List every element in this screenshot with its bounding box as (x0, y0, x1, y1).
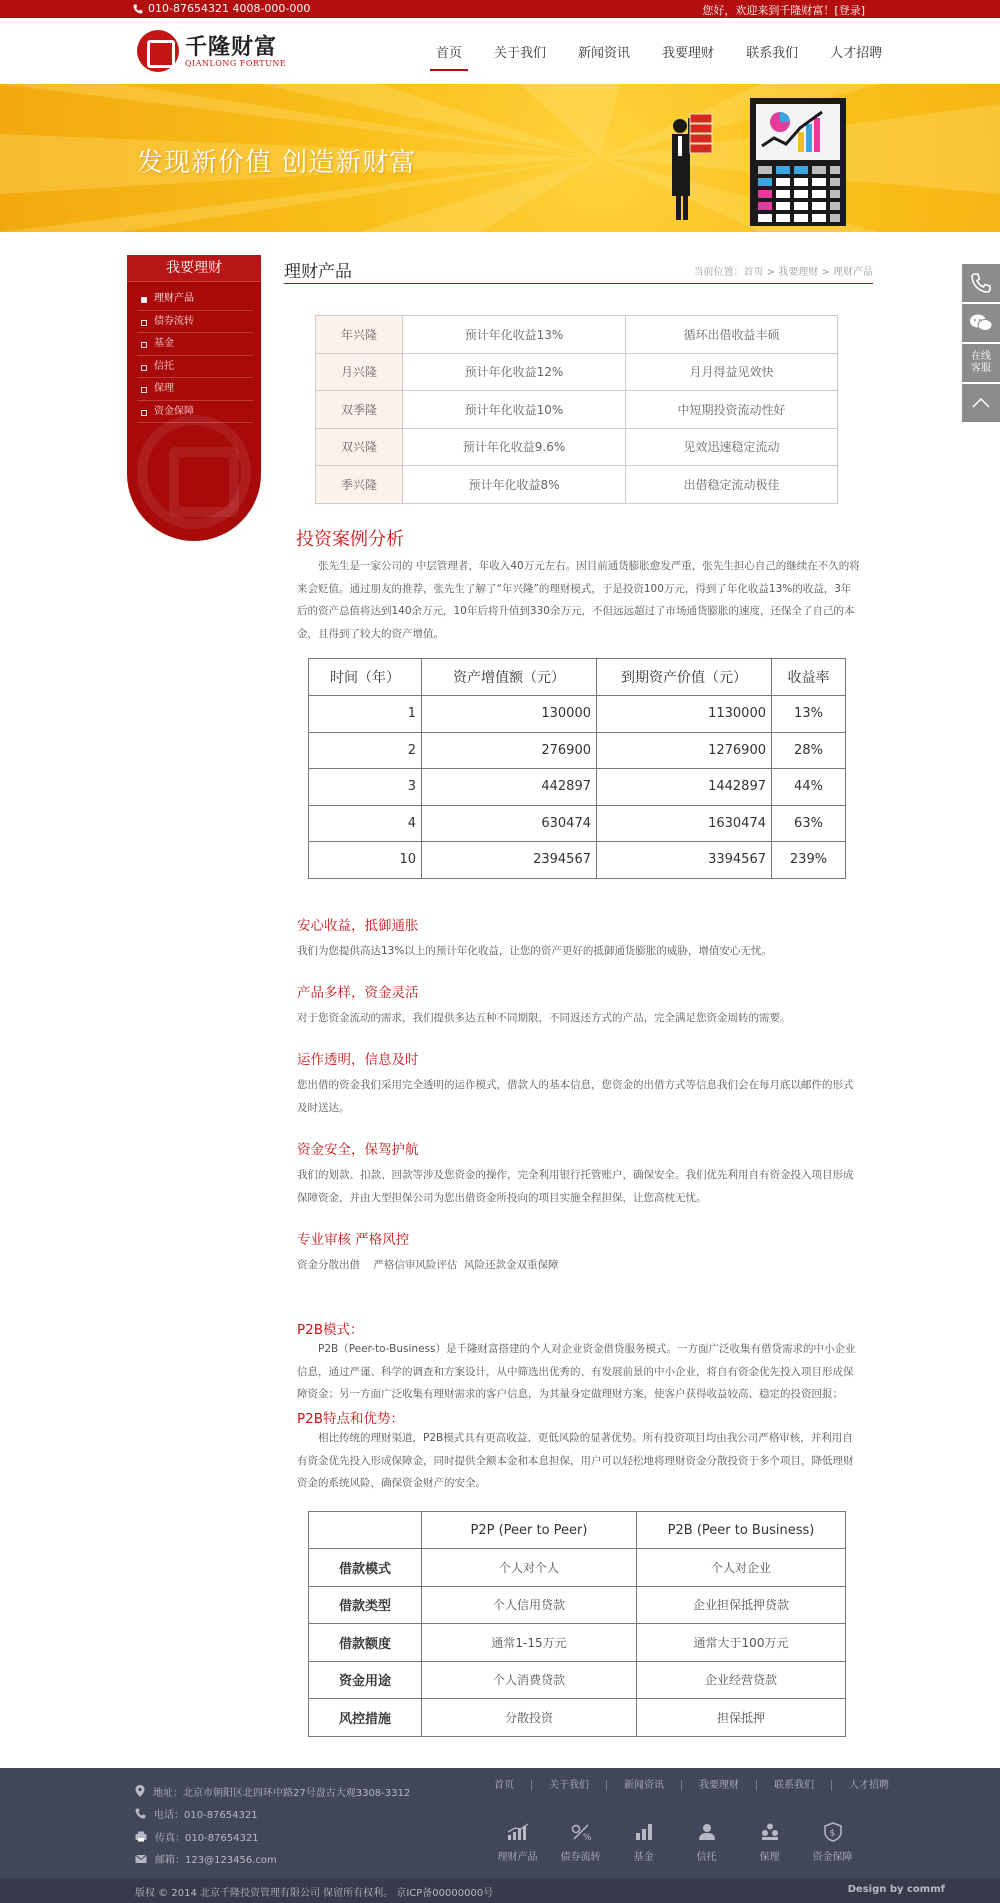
product-feature: 出借稳定流动极佳 (626, 466, 838, 504)
table-header-row (309, 1512, 846, 1549)
cmp-row-label: 风控措施 (309, 1699, 422, 1737)
people-icon (697, 1823, 717, 1841)
topbar-welcome (702, 2, 865, 18)
footer-link-label: 债券流转 (560, 1852, 601, 1863)
feature-block (297, 981, 857, 1030)
feature-block (297, 1048, 857, 1119)
footer-link-label: 理财产品 (497, 1852, 538, 1863)
product-name: 双兴隆 (316, 428, 403, 466)
location-icon (135, 1785, 145, 1797)
cmp-p2p-cell: 个人对个人 (422, 1549, 637, 1587)
cmp-header-p2p: P2P (Peer to Peer) (422, 1512, 637, 1549)
sidebar-item-factoring[interactable]: 保理 (137, 378, 253, 401)
topbar-phone-text: 010-87654321 4008-000-000 (148, 2, 311, 15)
case-gain: 2394567 (422, 842, 597, 879)
shield-icon (824, 1822, 842, 1842)
case-value: 3394567 (597, 842, 772, 879)
sidebar-item-products[interactable]: 理财产品 (137, 288, 253, 311)
feature-title: 资金安全，保驾护航 (297, 1142, 419, 1158)
cmp-p2b-cell: 担保抵押 (637, 1699, 846, 1737)
feature-title: 运作透明，信息及时 (297, 1052, 419, 1068)
feature-desc: 我们为您提供高达13%以上的预计年化收益，让您的资产更好的抵御通货膨胀的威胁，增值安心无忧。 (297, 945, 772, 957)
table-header-row (309, 659, 846, 696)
cmp-header-empty (309, 1512, 422, 1549)
footer-link-label: 保理 (759, 1852, 780, 1863)
footer-link-products[interactable] (486, 1816, 549, 1863)
footer-nav-home[interactable]: 首页 (482, 1780, 532, 1791)
feature-block (297, 914, 857, 963)
footer-address: 地址：北京市朝阳区北四环中路27号盘古大观3308-3312 (153, 1787, 411, 1799)
table-row (309, 1699, 846, 1737)
chevron-up-icon (971, 397, 991, 409)
p2b-adv-text: 相比传统的理财渠道，P2B模式具有更高收益、更低风险的显著优势。所有投资项目均由我公司严格审核，并利用自有资金优先投入形成保障金，同时提供全额本金和本息担保，用户可以轻松地将理财资金分散投资于多个项目，降低理财资金的系统风险，确保资金财产的安全。 (297, 1432, 854, 1489)
footer-nav-news[interactable]: 新闻资讯 (607, 1780, 682, 1791)
case-rate: 44% (772, 769, 846, 806)
case-gain: 442897 (422, 769, 597, 806)
case-text: 张先生是一家公司的 中层管理者，年收入40万元左右。因目前通货膨胀愈发严重，张先生担心自己的继续在不久的将来会贬值。通过朋友的推荐，张先生了解了“年兴隆”的理财模式，于是投资100万元，得到了年化收益13%的收益，3年后的资产总值将达到140余万元，10年后将升值到330余万元，不但远远超过了市场通货膨胀的速度，还保全了自己的本金，且得到了较大的资产增值。 (297, 560, 860, 640)
case-title: 投资案例分析 (296, 529, 404, 550)
table-row (309, 1549, 846, 1587)
p2b-adv-title: P2B特点和优势： (297, 1411, 404, 1427)
svg-text:%: % (582, 1833, 592, 1841)
table-row (316, 316, 838, 354)
float-online-service-button[interactable]: 在线客服 (962, 344, 1000, 382)
phone-icon (971, 273, 991, 293)
mail-icon (135, 1854, 147, 1864)
footer (0, 1768, 1000, 1878)
header (0, 18, 1000, 84)
case-year: 2 (309, 732, 422, 769)
welcome-text: 您好，欢迎来到千隆财富！ (702, 4, 835, 17)
logo-en: QIANLONG FORTUNE (185, 58, 287, 68)
p2b-mode-title: P2B模式： (297, 1322, 364, 1338)
footer-link-fund[interactable] (612, 1816, 675, 1863)
table-row (309, 696, 846, 733)
product-yield: 预计年化收益9.6% (403, 428, 626, 466)
sidebar-item-bond-transfer[interactable]: 债券流转 (137, 311, 253, 334)
table-row (316, 353, 838, 391)
sidebar (127, 255, 261, 541)
table-row (316, 391, 838, 429)
table-row (309, 1661, 846, 1699)
float-tools (962, 264, 1000, 424)
design-credit: Design by commf (847, 1884, 945, 1895)
product-name: 双季隆 (316, 391, 403, 429)
cmp-header-p2b: P2B (Peer to Business) (637, 1512, 846, 1549)
footer-link-trust[interactable] (675, 1816, 738, 1863)
case-value: 1130000 (597, 696, 772, 733)
feature-desc: 您出借的资金我们采用完全透明的运作模式，借款人的基本信息，您资金的出借方式等信息我们会在每月底以邮件的形式及时送达。 (297, 1079, 854, 1114)
cmp-p2b-cell: 企业担保抵押贷款 (637, 1586, 846, 1624)
banner (0, 84, 1000, 232)
table-row (309, 842, 846, 879)
product-name: 月兴隆 (316, 353, 403, 391)
nav-home[interactable]: 首页 (424, 36, 474, 71)
table-row (309, 769, 846, 806)
case-rate: 28% (772, 732, 846, 769)
svg-text:$: $ (829, 1828, 835, 1839)
case-rate: 239% (772, 842, 846, 879)
fax-icon (135, 1831, 147, 1842)
cmp-p2b-cell: 通常大于100万元 (637, 1624, 846, 1662)
cmp-p2b-cell: 个人对企业 (637, 1549, 846, 1587)
cmp-row-label: 借款额度 (309, 1624, 422, 1662)
feature-block (297, 1138, 857, 1209)
table-row (309, 1624, 846, 1662)
case-value: 1276900 (597, 732, 772, 769)
case-value: 1630474 (597, 805, 772, 842)
product-name: 年兴隆 (316, 316, 403, 354)
product-feature: 中短期投资流动性好 (626, 391, 838, 429)
case-gain: 130000 (422, 696, 597, 733)
login-link[interactable]: [登录] (834, 4, 865, 17)
nav-jobs[interactable]: 人才招聘 (830, 46, 883, 61)
sidebar-title: 我要理财 (127, 255, 261, 282)
products-table (315, 315, 838, 504)
wechat-icon (969, 313, 993, 333)
case-year: 4 (309, 805, 422, 842)
table-row (309, 805, 846, 842)
footer-nav-jobs[interactable]: 人才招聘 (849, 1780, 889, 1791)
feature-desc: 对于您资金流动的需求，我们提供多达五种不同期限，不同返还方式的产品，完全满足您资金周转的需要。 (297, 1012, 791, 1024)
logo[interactable] (137, 30, 286, 72)
sidebar-item-fund[interactable]: 基金 (137, 333, 253, 356)
nav-contact[interactable]: 联系我们 (746, 46, 799, 61)
case-gain: 630474 (422, 805, 597, 842)
float-back-to-top-button[interactable] (962, 384, 1000, 422)
footer-nav (482, 1780, 906, 1791)
footer-link-label: 信托 (696, 1852, 717, 1863)
footer-quick-links (486, 1816, 864, 1863)
table-row (316, 428, 838, 466)
case-rate: 63% (772, 805, 846, 842)
feature-block (297, 1228, 857, 1277)
footer-nav-contact[interactable]: 联系我们 (757, 1780, 832, 1791)
footer-link-bond[interactable] (549, 1816, 612, 1863)
float-wechat-button[interactable] (962, 304, 1000, 342)
case-year: 3 (309, 769, 422, 806)
table-row (316, 466, 838, 504)
footer-email: 邮箱：123@123456.com (155, 1855, 277, 1867)
p2b-mode-text: P2B（Peer-to-Business）是千隆财富搭建的个人对企业资金借贷服务模式。一方面广泛收集有借贷需求的中小企业信息，通过严谨、科学的调查和方案设计，从中筛选出优秀的、有发展前景的中小企业，将自有资金优先投入项目形成保障资金；另一方面广泛收集有理财需求的客户信息，为其量身定做理财方案，使客户获得收益较高、稳定的投资回报； (297, 1343, 856, 1400)
product-feature: 月月得益见效快 (626, 353, 838, 391)
cmp-p2p-cell: 分散投资 (422, 1699, 637, 1737)
feature-desc: 资金分散出借 严格信审风险评估 风险还款金双重保障 (297, 1259, 559, 1271)
main-content (284, 255, 873, 1727)
case-value: 1442897 (597, 769, 772, 806)
column-chart-icon (634, 1823, 654, 1841)
sidebar-item-trust[interactable]: 信托 (137, 356, 253, 379)
phone-icon (133, 4, 143, 14)
case-table (308, 658, 846, 879)
footer-nav-about[interactable]: 关于我们 (532, 1780, 607, 1791)
case-year: 10 (309, 842, 422, 879)
case-header-value: 到期资产价值（元） (597, 659, 772, 696)
feature-title: 专业审核 严格风控 (297, 1232, 410, 1248)
footer-nav-finance[interactable]: 我要理财 (682, 1780, 757, 1791)
logo-cn: 千隆财富 (185, 33, 278, 60)
case-header-year: 时间（年） (309, 659, 422, 696)
product-name: 季兴隆 (316, 466, 403, 504)
copyright-bar (0, 1878, 1000, 1903)
footer-fax: 传真：010-87654321 (155, 1832, 259, 1844)
page-title: 理财产品 (284, 262, 352, 282)
cmp-p2b-cell: 企业经营贷款 (637, 1661, 846, 1699)
phone-icon (135, 1808, 146, 1819)
comparison-table (308, 1511, 846, 1737)
product-yield: 预计年化收益10% (403, 391, 626, 429)
breadcrumb: 当前位置：首页 > 我要理财 > 理财产品 (693, 267, 873, 278)
page-header (284, 255, 873, 284)
nav-finance[interactable]: 我要理财 (662, 46, 715, 61)
cmp-row-label: 资金用途 (309, 1661, 422, 1699)
logo-icon (137, 30, 179, 72)
footer-link-label: 基金 (633, 1852, 654, 1863)
percent-icon (570, 1823, 592, 1841)
nav-news[interactable]: 新闻资讯 (578, 46, 631, 61)
case-gain: 276900 (422, 732, 597, 769)
case-rate: 13% (772, 696, 846, 733)
sidebar-menu (127, 282, 261, 423)
table-row (309, 1586, 846, 1624)
cmp-p2p-cell: 通常1-15万元 (422, 1624, 637, 1662)
product-feature: 见效迅速稳定流动 (626, 428, 838, 466)
feature-title: 产品多样，资金灵活 (297, 985, 419, 1001)
footer-link-security[interactable] (801, 1816, 864, 1863)
copyright-text: 版权 © 2014 北京千隆投资管理有限公司 保留所有权利。 京ICP备00000000号 (135, 1888, 494, 1899)
footer-phone: 电话：010-87654321 (154, 1810, 258, 1822)
feature-desc: 我们的划款、扣款、回款等涉及您资金的操作，完全利用银行托管账户，确保安全。我们优先利用自有资金投入项目形成保障资金，并由大型担保公司为您出借资金所投向的项目实施全程担保，让您高枕无忧。 (297, 1169, 854, 1204)
topbar-phone (133, 2, 310, 15)
sidebar-item-fund-security[interactable]: 资金保障 (137, 401, 253, 424)
float-phone-button[interactable] (962, 264, 1000, 302)
cmp-row-label: 借款模式 (309, 1549, 422, 1587)
product-feature: 循环出借收益丰硕 (626, 316, 838, 354)
cmp-p2p-cell: 个人信用贷款 (422, 1586, 637, 1624)
product-yield: 预计年化收益8% (403, 466, 626, 504)
footer-link-factoring[interactable] (738, 1816, 801, 1863)
cmp-row-label: 借款类型 (309, 1586, 422, 1624)
cmp-p2p-cell: 个人消费贷款 (422, 1661, 637, 1699)
group-icon (760, 1823, 780, 1841)
businessman-calculator-illustration (650, 98, 850, 226)
banner-slogan: 发现新价值 创造新财富 (137, 148, 417, 178)
case-header-gain: 资产增值额（元） (422, 659, 597, 696)
main-nav (420, 36, 898, 71)
footer-contact (135, 1780, 410, 1870)
product-yield: 预计年化收益12% (403, 353, 626, 391)
case-header-rate: 收益率 (772, 659, 846, 696)
nav-about[interactable]: 关于我们 (494, 46, 547, 61)
footer-link-label: 资金保障 (812, 1852, 853, 1863)
top-bar (0, 0, 1000, 18)
bar-chart-icon (507, 1823, 529, 1841)
case-year: 1 (309, 696, 422, 733)
table-row (309, 732, 846, 769)
sidebar-logo-watermark (137, 415, 251, 529)
product-yield: 预计年化收益13% (403, 316, 626, 354)
feature-title: 安心收益，抵御通胀 (297, 918, 419, 934)
